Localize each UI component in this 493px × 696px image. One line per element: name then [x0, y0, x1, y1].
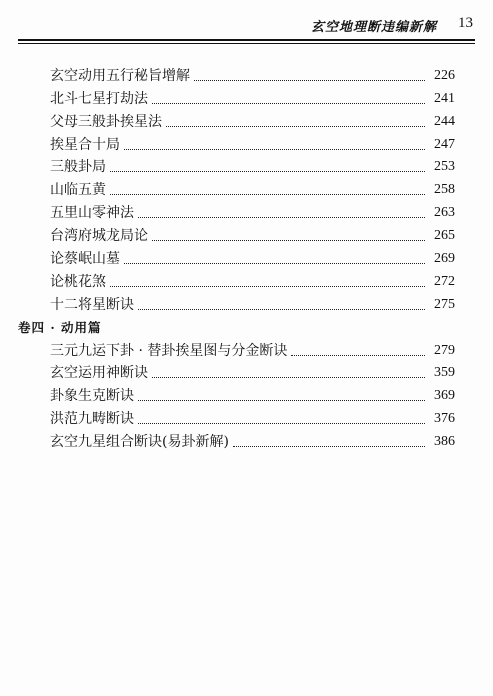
dot-leader [124, 263, 425, 264]
toc-entry-title: 挨星合十局 [50, 136, 120, 153]
toc-entry-title: 十二将星断诀 [50, 296, 134, 313]
header-rule-thin [18, 43, 475, 44]
dot-leader [110, 171, 425, 172]
toc-entry-title: 玄空动用五行秘旨增解 [50, 67, 190, 84]
dot-leader [194, 80, 425, 81]
dot-leader [138, 217, 425, 218]
toc-entry-title: 卦象生克断诀 [50, 388, 134, 405]
toc-entry-title: 论蔡岷山墓 [50, 251, 120, 268]
toc-section-heading [0, 314, 493, 337]
toc-entry-page: 369 [434, 388, 455, 404]
toc-entry [0, 337, 493, 360]
toc-entry-title: 玄空运用神断诀 [50, 365, 148, 382]
toc-entry-title: 五里山零神法 [50, 205, 134, 222]
dot-leader [124, 149, 425, 150]
toc-entry-page: 247 [434, 136, 455, 152]
toc-entry [0, 405, 493, 428]
toc-entry-title: 山临五黄 [50, 182, 106, 199]
toc-entry-title: 玄空九星组合断诀(易卦新解) [50, 434, 229, 451]
toc-entry [0, 382, 493, 405]
toc-entry [0, 245, 493, 268]
toc-entry-page: 263 [434, 205, 455, 221]
toc-entry [0, 222, 493, 245]
toc-entry-page: 241 [434, 90, 455, 106]
toc-entry-page: 244 [434, 113, 455, 129]
dot-leader [138, 309, 425, 310]
toc-entry-page: 376 [434, 411, 455, 427]
toc-entry [0, 428, 493, 451]
dot-leader [138, 423, 425, 424]
running-header [18, 14, 475, 36]
toc-entry-page: 279 [434, 342, 455, 358]
toc-entry-title: 北斗七星打劫法 [50, 90, 148, 107]
toc-entry-page: 359 [434, 365, 455, 381]
toc-entry-page: 272 [434, 273, 455, 289]
toc-entry [0, 108, 493, 131]
toc-entry-title: 父母三般卦挨星法 [50, 113, 162, 130]
toc-entry [0, 62, 493, 85]
dot-leader [138, 400, 425, 401]
toc-entry-page: 386 [434, 434, 455, 450]
toc-section-title: 卷四 · 动用篇 [18, 319, 102, 335]
toc-entry-title: 论桃花煞 [50, 273, 106, 290]
toc-entry-title: 台湾府城龙局论 [50, 228, 148, 245]
dot-leader [152, 240, 425, 241]
toc-entry-title: 三元九运下卦 · 替卦挨星图与分金断诀 [50, 342, 288, 359]
toc-entry-page: 253 [434, 159, 455, 175]
toc-entry [0, 199, 493, 222]
toc-entry-page: 226 [434, 67, 455, 83]
dot-leader [166, 126, 425, 127]
toc-entry [0, 360, 493, 383]
toc-entry [0, 268, 493, 291]
running-header-title: 玄空地理断违编新解 [310, 20, 437, 35]
toc-entry-title: 洪范九畴断诀 [50, 411, 134, 428]
dot-leader [291, 355, 425, 356]
toc-entry [0, 176, 493, 199]
toc-entry-page: 265 [434, 228, 455, 244]
header-rule-thick [18, 39, 475, 41]
toc-entry-page: 275 [434, 296, 455, 312]
toc-entry-page: 258 [434, 182, 455, 198]
table-of-contents [0, 62, 493, 451]
dot-leader [152, 377, 425, 378]
toc-entry [0, 85, 493, 108]
toc-entry [0, 131, 493, 154]
toc-entry [0, 154, 493, 177]
toc-entry [0, 291, 493, 314]
dot-leader [110, 286, 425, 287]
dot-leader [233, 446, 425, 447]
toc-entry-page: 269 [434, 251, 455, 267]
page-number: 13 [458, 15, 473, 31]
dot-leader [110, 194, 425, 195]
toc-entry-title: 三般卦局 [50, 159, 106, 176]
dot-leader [152, 103, 425, 104]
